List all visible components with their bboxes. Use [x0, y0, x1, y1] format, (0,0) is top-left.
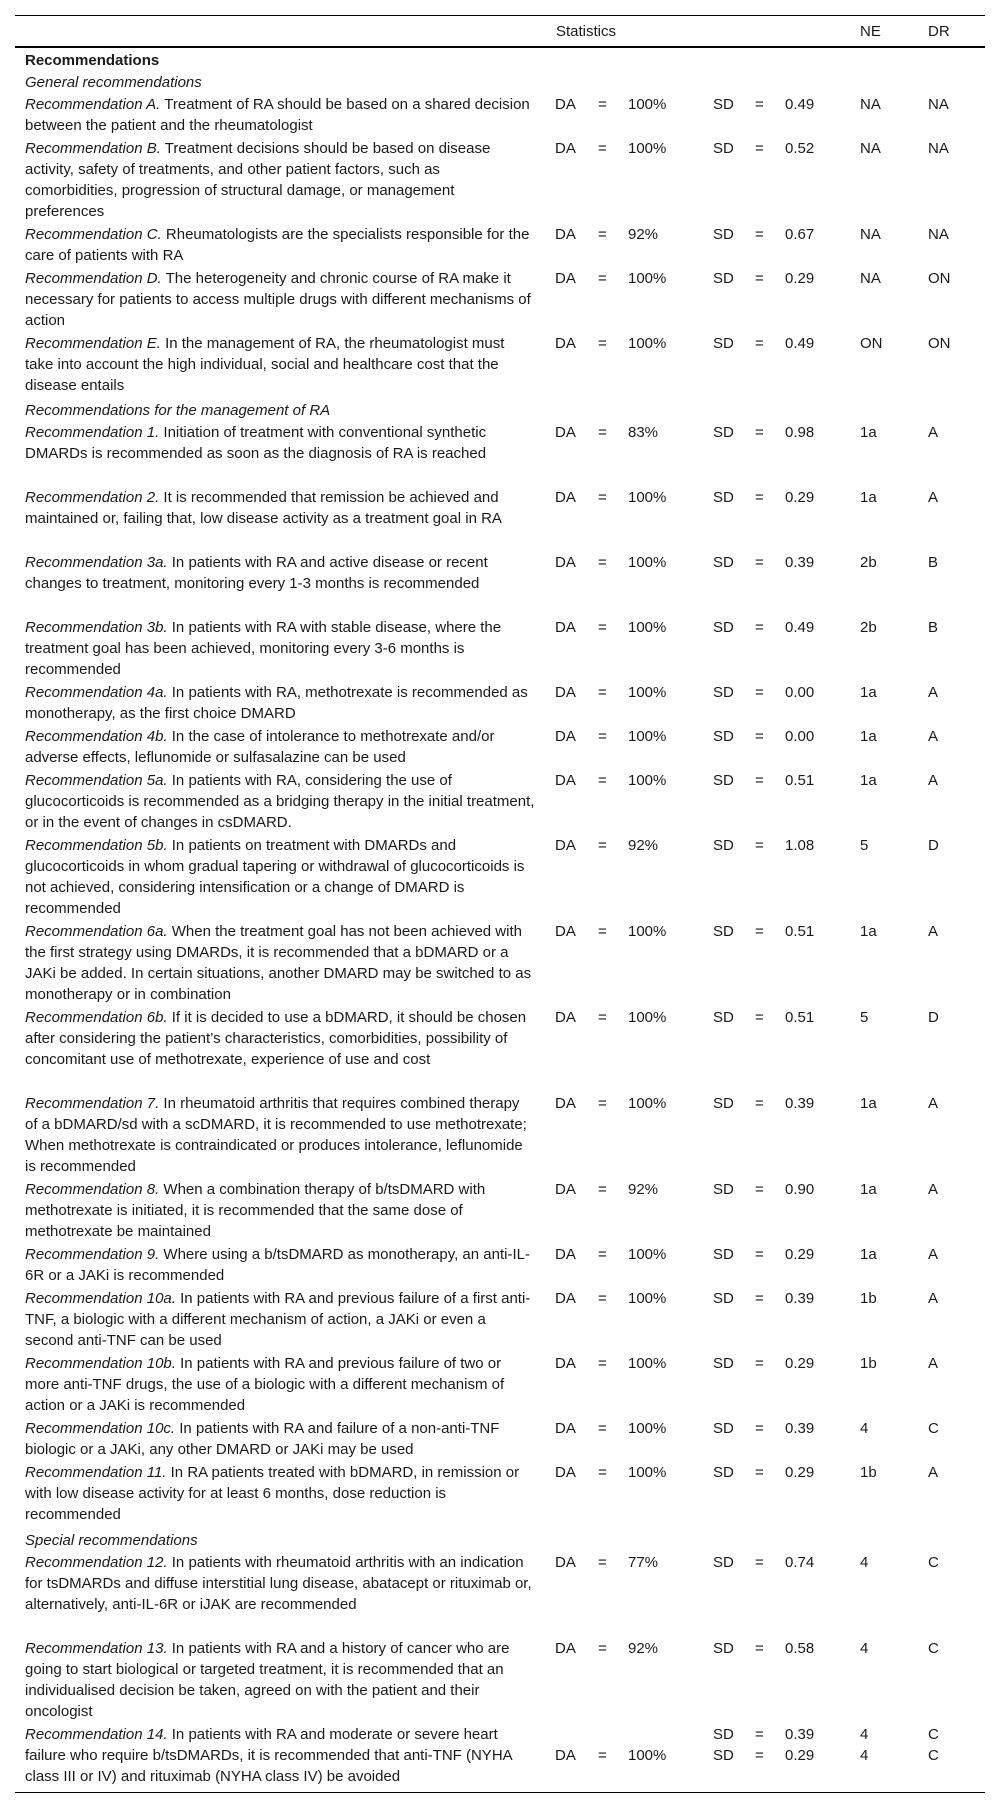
da-value: 77%: [628, 1554, 659, 1571]
da-symbol: DA: [555, 1420, 576, 1437]
da-symbol: DA: [555, 1464, 576, 1481]
recommendation-body: In patients on treatment with DMARDs and glucocorticoids in whom gradual tapering or withdrawal of glucocorticoids is not achieved, considering intensification or a change of DMARD is recommended: [25, 837, 525, 917]
dr-value: A: [928, 1355, 939, 1372]
recommendation-body: Initiation of treatment with conventional synthetic DMARDs is recommended as soon as the diagnosis of RA is reached: [25, 424, 487, 462]
sd-symbol: SD: [713, 1640, 734, 1657]
sd-equals: =: [755, 728, 764, 745]
recommendation-body: In patients with RA, considering the use of glucocorticoids is recommended as a bridging therapy in the initial treatment, or in the event of changes in csDMARD.: [25, 772, 535, 831]
recommendation-label: Recommendation 1.: [25, 424, 160, 441]
sd-equals: =: [755, 1355, 764, 1372]
ne-value: 4: [860, 1747, 869, 1764]
da-equals: =: [598, 923, 607, 940]
da-value: 100%: [628, 1420, 667, 1437]
da-symbol: DA: [555, 335, 576, 352]
dr-value: C: [928, 1747, 939, 1764]
ne-value: 1a: [860, 1095, 877, 1112]
dr-value: C: [928, 1640, 939, 1657]
da-value: 100%: [628, 489, 667, 506]
recommendation-label: Recommendation 5b.: [25, 837, 168, 854]
sd-equals: =: [755, 424, 764, 441]
recommendation-label: Recommendation 6a.: [25, 923, 168, 940]
recommendation-label: Recommendation 2.: [25, 489, 160, 506]
recommendation-text: [25, 921, 535, 1005]
sd-symbol: SD: [713, 837, 734, 854]
sd-symbol: SD: [713, 1747, 734, 1764]
ne-value: 5: [860, 1009, 869, 1026]
sd-symbol: SD: [713, 424, 734, 441]
sd-equals: =: [755, 1554, 764, 1571]
da-symbol: DA: [555, 96, 576, 113]
recommendation-text: [25, 224, 535, 266]
recommendation-text: [25, 1462, 535, 1525]
da-symbol: DA: [555, 837, 576, 854]
recommendation-body: In patients with RA and previous failure of a first anti-TNF, a biologic with a different mechanism of action, a JAKi or even a second anti-TNF can be used: [25, 1290, 531, 1349]
sd-symbol: SD: [713, 923, 734, 940]
sd-value: 0.29: [785, 1747, 815, 1764]
da-symbol: DA: [555, 684, 576, 701]
recommendation-text: [25, 1418, 535, 1460]
sd-symbol: SD: [713, 1181, 734, 1198]
recommendation-label: Recommendation 7.: [25, 1095, 160, 1112]
sd-symbol: SD: [713, 684, 734, 701]
ne-value: 1a: [860, 1246, 877, 1263]
da-equals: =: [598, 424, 607, 441]
sd-value: 0.51: [785, 923, 815, 940]
recommendation-text: [25, 333, 535, 396]
da-value: 100%: [628, 1464, 667, 1481]
da-value: 100%: [628, 923, 667, 940]
da-symbol: DA: [555, 1554, 576, 1571]
dr-value: D: [928, 837, 939, 854]
dr-value: A: [928, 424, 939, 441]
da-value: 100%: [628, 1355, 667, 1372]
recommendation-body: Treatment decisions should be based on disease activity, safety of treatments, and other patient factors, such as comorbidities, progression of structural damage, or management preferences: [25, 140, 491, 220]
recommendation-body: Rheumatologists are the specialists responsible for the care of patients with RA: [25, 226, 530, 264]
da-value: 100%: [628, 1095, 667, 1112]
recommendation-body: In the case of intolerance to methotrexate and/or adverse effects, leflunomide or sulfasalazine can be used: [25, 728, 495, 766]
da-equals: =: [598, 1181, 607, 1198]
sd-symbol: SD: [713, 1554, 734, 1571]
da-value: 100%: [628, 684, 667, 701]
sd-equals: =: [755, 1420, 764, 1437]
sd-equals: =: [755, 1747, 764, 1764]
da-equals: =: [598, 270, 607, 287]
recommendation-body: The heterogeneity and chronic course of RA make it necessary for patients to access multiple drugs with different mechanisms of action: [25, 270, 531, 329]
section-heading-management: Recommendations for the management of RA: [25, 402, 331, 419]
da-symbol: DA: [555, 489, 576, 506]
section-heading-recommendations: Recommendations: [25, 52, 160, 69]
sd-value: 0.29: [785, 270, 815, 287]
sd-symbol: SD: [713, 728, 734, 745]
recommendation-text: [25, 770, 535, 833]
recommendation-body: In patients with RA and moderate or severe heart failure who require b/tsDMARDs, it is recommended that anti-TNF (NYHA class III or IV) and rituximab (NYHA class IV) be avoided: [25, 1726, 512, 1785]
recommendation-body: In RA patients treated with bDMARD, in remission or with low disease activity for at least 6 months, dose reduction is recommended: [25, 1464, 520, 1523]
sd-value: 0.29: [785, 489, 815, 506]
recommendation-label: Recommendation C.: [25, 226, 162, 243]
sd-symbol: SD: [713, 270, 734, 287]
ne-value: ON: [860, 335, 883, 352]
recommendation-text: [25, 422, 535, 464]
dr-value: ON: [928, 335, 951, 352]
recommendation-label: Recommendation 12.: [25, 1554, 168, 1571]
ne-value: NA: [860, 140, 881, 157]
recommendation-text: [25, 835, 535, 919]
dr-value: A: [928, 684, 939, 701]
da-value: 92%: [628, 1181, 659, 1198]
sd-symbol: SD: [713, 1355, 734, 1372]
recommendation-text: [25, 1353, 535, 1416]
da-equals: =: [598, 1464, 607, 1481]
sd-symbol: SD: [713, 1290, 734, 1307]
ne-value: 4: [860, 1640, 869, 1657]
recommendation-label: Recommendation 10a.: [25, 1290, 176, 1307]
header-dr: DR: [928, 23, 950, 40]
recommendation-text: [25, 726, 535, 768]
recommendation-body: In patients with RA and previous failure of two or more anti-TNF drugs, the use of a biologic with a different mechanism of action or a JAKi is recommended: [25, 1355, 505, 1414]
recommendation-text: [25, 552, 535, 594]
sd-value: 1.08: [785, 837, 815, 854]
da-symbol: DA: [555, 1640, 576, 1657]
sd-equals: =: [755, 335, 764, 352]
da-equals: =: [598, 1355, 607, 1372]
da-equals: =: [598, 1420, 607, 1437]
sd-equals: =: [755, 96, 764, 113]
dr-value: B: [928, 554, 939, 571]
recommendation-text: [25, 682, 535, 724]
sd-value: 0.39: [785, 1420, 815, 1437]
dr-value: A: [928, 1095, 939, 1112]
dr-value: NA: [928, 140, 949, 157]
sd-symbol: SD: [713, 1009, 734, 1026]
ne-value: NA: [860, 96, 881, 113]
ne-value: 2b: [860, 619, 877, 636]
dr-value: NA: [928, 96, 949, 113]
ne-value: NA: [860, 270, 881, 287]
da-symbol: DA: [555, 1355, 576, 1372]
recommendation-label: Recommendation A.: [25, 96, 161, 113]
da-value: 100%: [628, 728, 667, 745]
sd-symbol: SD: [713, 1726, 734, 1743]
ne-value: 2b: [860, 554, 877, 571]
dr-value: ON: [928, 270, 951, 287]
dr-value: A: [928, 1464, 939, 1481]
da-value: 92%: [628, 226, 659, 243]
recommendation-body: In the management of RA, the rheumatologist must take into account the high individual, social and healthcare cost that the disease entails: [25, 335, 505, 394]
ne-value: 1b: [860, 1464, 877, 1481]
recommendation-label: Recommendation 3b.: [25, 619, 168, 636]
da-equals: =: [598, 1246, 607, 1263]
sd-value: 0.29: [785, 1355, 815, 1372]
da-symbol: DA: [555, 270, 576, 287]
ne-value: 4: [860, 1726, 869, 1743]
sd-value: 0.49: [785, 96, 815, 113]
sd-symbol: SD: [713, 1420, 734, 1437]
da-equals: =: [598, 684, 607, 701]
recommendation-body: When a combination therapy of b/tsDMARD with methotrexate is initiated, it is recommended that the same dose of methotrexate be maintained: [25, 1181, 486, 1240]
da-equals: =: [598, 96, 607, 113]
recommendation-text: [25, 268, 535, 331]
recommendation-label: Recommendation B.: [25, 140, 161, 157]
sd-value: 0.39: [785, 554, 815, 571]
ne-value: 1a: [860, 728, 877, 745]
recommendation-text: [25, 94, 535, 136]
sd-value: 0.51: [785, 772, 815, 789]
sd-equals: =: [755, 1726, 764, 1743]
da-symbol: DA: [555, 226, 576, 243]
ne-value: 4: [860, 1420, 869, 1437]
da-symbol: DA: [555, 424, 576, 441]
da-equals: =: [598, 1554, 607, 1571]
da-value: 100%: [628, 554, 667, 571]
recommendation-text: [25, 1552, 535, 1615]
sd-symbol: SD: [713, 335, 734, 352]
sd-symbol: SD: [713, 619, 734, 636]
da-value: 92%: [628, 837, 659, 854]
sd-value: 0.90: [785, 1181, 815, 1198]
recommendation-label: Recommendation 3a.: [25, 554, 168, 571]
da-value: 100%: [628, 1246, 667, 1263]
top-rule: [15, 15, 985, 16]
recommendation-body: In patients with RA with stable disease, where the treatment goal has been achieved, monitoring every 3-6 months is recommended: [25, 619, 502, 678]
sd-value: 0.00: [785, 728, 815, 745]
recommendation-body: In patients with rheumatoid arthritis with an indication for tsDMARDs and diffuse interstitial lung disease, abatacept or rituximab or, alternatively, anti-IL-6R or iJAK are recommended: [25, 1554, 532, 1613]
dr-value: A: [928, 1290, 939, 1307]
da-equals: =: [598, 1009, 607, 1026]
recommendation-label: Recommendation 10c.: [25, 1420, 176, 1437]
da-equals: =: [598, 1095, 607, 1112]
recommendation-label: Recommendation 5a.: [25, 772, 168, 789]
dr-value: A: [928, 1246, 939, 1263]
da-symbol: DA: [555, 1290, 576, 1307]
da-symbol: DA: [555, 1181, 576, 1198]
sd-equals: =: [755, 1290, 764, 1307]
dr-value: A: [928, 772, 939, 789]
da-symbol: DA: [555, 619, 576, 636]
bottom-rule: [15, 1792, 985, 1793]
recommendation-text: [25, 1179, 535, 1242]
da-equals: =: [598, 772, 607, 789]
dr-value: A: [928, 728, 939, 745]
recommendation-text: [25, 487, 535, 529]
sd-value: 0.39: [785, 1095, 815, 1112]
da-value: 83%: [628, 424, 659, 441]
da-symbol: DA: [555, 140, 576, 157]
sd-value: 0.29: [785, 1464, 815, 1481]
recommendation-text: [25, 1288, 535, 1351]
da-equals: =: [598, 837, 607, 854]
da-value: 100%: [628, 1747, 667, 1764]
da-equals: =: [598, 728, 607, 745]
da-value: 100%: [628, 772, 667, 789]
sd-equals: =: [755, 619, 764, 636]
sd-equals: =: [755, 923, 764, 940]
sd-value: 0.49: [785, 335, 815, 352]
da-symbol: DA: [555, 1246, 576, 1263]
da-value: 100%: [628, 270, 667, 287]
da-symbol: DA: [555, 1009, 576, 1026]
sd-symbol: SD: [713, 1464, 734, 1481]
sd-equals: =: [755, 270, 764, 287]
dr-value: A: [928, 489, 939, 506]
recommendation-label: Recommendation 10b.: [25, 1355, 176, 1372]
recommendation-label: Recommendation 9.: [25, 1246, 160, 1263]
header-ne: NE: [860, 23, 881, 40]
sd-value: 0.74: [785, 1554, 815, 1571]
ne-value: 1a: [860, 424, 877, 441]
ne-value: 5: [860, 837, 869, 854]
da-equals: =: [598, 335, 607, 352]
sd-symbol: SD: [713, 772, 734, 789]
dr-value: C: [928, 1726, 939, 1743]
sd-equals: =: [755, 1464, 764, 1481]
recommendation-label: Recommendation 14.: [25, 1726, 168, 1743]
dr-value: C: [928, 1420, 939, 1437]
sd-equals: =: [755, 1095, 764, 1112]
sd-value: 0.00: [785, 684, 815, 701]
sd-value: 0.67: [785, 226, 815, 243]
recommendation-label: Recommendation 11.: [25, 1464, 167, 1481]
sd-equals: =: [755, 1246, 764, 1263]
dr-value: A: [928, 923, 939, 940]
sd-value: 0.39: [785, 1290, 815, 1307]
recommendation-label: Recommendation 4a.: [25, 684, 168, 701]
recommendation-label: Recommendation 6b.: [25, 1009, 168, 1026]
ne-value: NA: [860, 226, 881, 243]
da-symbol: DA: [555, 554, 576, 571]
sd-equals: =: [755, 684, 764, 701]
da-symbol: DA: [555, 1747, 576, 1764]
ne-value: 1a: [860, 684, 877, 701]
da-value: 100%: [628, 1290, 667, 1307]
header-statistics: Statistics: [556, 23, 617, 40]
sd-equals: =: [755, 837, 764, 854]
sd-value: 0.98: [785, 424, 815, 441]
sd-value: 0.52: [785, 140, 815, 157]
ne-value: 1a: [860, 1181, 877, 1198]
dr-value: A: [928, 1181, 939, 1198]
sd-equals: =: [755, 1640, 764, 1657]
recommendation-label: Recommendation 4b.: [25, 728, 168, 745]
ne-value: 1b: [860, 1290, 877, 1307]
da-value: 100%: [628, 140, 667, 157]
da-equals: =: [598, 140, 607, 157]
recommendation-body: In patients with RA and a history of cancer who are going to start biological or targeted treatment, it is recommended that an individualised decision be taken, agreed on with the patient and their oncologist: [25, 1640, 510, 1720]
dr-value: NA: [928, 226, 949, 243]
recommendation-body: It is recommended that remission be achieved and maintained or, failing that, low disease activity as a treatment goal in RA: [25, 489, 502, 527]
recommendation-text: [25, 1007, 535, 1070]
recommendation-body: Where using a b/tsDMARD as monotherapy, an anti-IL-6R or a JAKi is recommended: [25, 1246, 530, 1284]
recommendation-body: In patients with RA, methotrexate is recommended as monotherapy, as the first choice DMARD: [25, 684, 528, 722]
sd-value: 0.39: [785, 1726, 815, 1743]
sd-equals: =: [755, 226, 764, 243]
sd-symbol: SD: [713, 489, 734, 506]
recommendation-body: Treatment of RA should be based on a shared decision between the patient and the rheumatologist: [25, 96, 530, 134]
recommendation-label: Recommendation D.: [25, 270, 162, 287]
recommendation-text: [25, 1724, 535, 1787]
da-equals: =: [598, 1290, 607, 1307]
recommendation-text: [25, 1244, 535, 1286]
recommendation-text: [25, 617, 535, 680]
da-equals: =: [598, 1747, 607, 1764]
sd-equals: =: [755, 1181, 764, 1198]
da-equals: =: [598, 1640, 607, 1657]
da-equals: =: [598, 619, 607, 636]
sd-symbol: SD: [713, 96, 734, 113]
da-value: 100%: [628, 96, 667, 113]
ne-value: 4: [860, 1554, 869, 1571]
recommendation-label: Recommendation E.: [25, 335, 161, 352]
da-symbol: DA: [555, 1095, 576, 1112]
recommendation-body: In patients with RA and failure of a non-anti-TNF biologic or a JAKi, any other DMARD or JAKi may be used: [25, 1420, 500, 1458]
da-symbol: DA: [555, 772, 576, 789]
da-equals: =: [598, 554, 607, 571]
da-symbol: DA: [555, 923, 576, 940]
ne-value: 1a: [860, 923, 877, 940]
ne-value: 1a: [860, 489, 877, 506]
sd-symbol: SD: [713, 226, 734, 243]
da-equals: =: [598, 226, 607, 243]
da-symbol: DA: [555, 728, 576, 745]
da-value: 100%: [628, 335, 667, 352]
da-equals: =: [598, 489, 607, 506]
recommendation-label: Recommendation 13.: [25, 1640, 168, 1657]
sd-equals: =: [755, 1009, 764, 1026]
sd-symbol: SD: [713, 140, 734, 157]
sd-equals: =: [755, 772, 764, 789]
ne-value: 1b: [860, 1355, 877, 1372]
sd-symbol: SD: [713, 554, 734, 571]
da-value: 100%: [628, 1009, 667, 1026]
da-value: 100%: [628, 619, 667, 636]
sd-equals: =: [755, 554, 764, 571]
ne-value: 1a: [860, 772, 877, 789]
dr-value: B: [928, 619, 939, 636]
sd-value: 0.51: [785, 1009, 815, 1026]
recommendation-body: In patients with RA and active disease or recent changes to treatment, monitoring every 1-3 months is recommended: [25, 554, 488, 592]
sd-symbol: SD: [713, 1095, 734, 1112]
sd-equals: =: [755, 489, 764, 506]
recommendation-text: [25, 138, 535, 222]
sd-value: 0.29: [785, 1246, 815, 1263]
recommendation-text: [25, 1093, 535, 1177]
dr-value: D: [928, 1009, 939, 1026]
recommendation-text: [25, 1638, 535, 1722]
recommendation-body: In rheumatoid arthritis that requires combined therapy of a bDMARD/sd with a scDMARD, it is recommended to use methotrexate; When methotrexate is contraindicated or produces intolerance, leflunomide is recommended: [25, 1095, 527, 1175]
sd-symbol: SD: [713, 1246, 734, 1263]
da-value: 92%: [628, 1640, 659, 1657]
header-rule: [15, 46, 985, 48]
section-heading-special: Special recommendations: [25, 1532, 198, 1549]
recommendation-body: If it is decided to use a bDMARD, it should be chosen after considering the patient’s characteristics, comorbidities, possibility of concomitant use of methotrexate, experience of use and cost: [25, 1009, 527, 1068]
sd-value: 0.58: [785, 1640, 815, 1657]
section-heading-general: General recommendations: [25, 74, 202, 91]
recommendation-body: When the treatment goal has not been achieved with the first strategy using DMARDs, it is recommended that a bDMARD or a JAKi be added. In certain situations, another DMARD may be switched to as monotherapy or in combination: [25, 923, 532, 1003]
dr-value: C: [928, 1554, 939, 1571]
recommendation-label: Recommendation 8.: [25, 1181, 160, 1198]
sd-value: 0.49: [785, 619, 815, 636]
sd-equals: =: [755, 140, 764, 157]
